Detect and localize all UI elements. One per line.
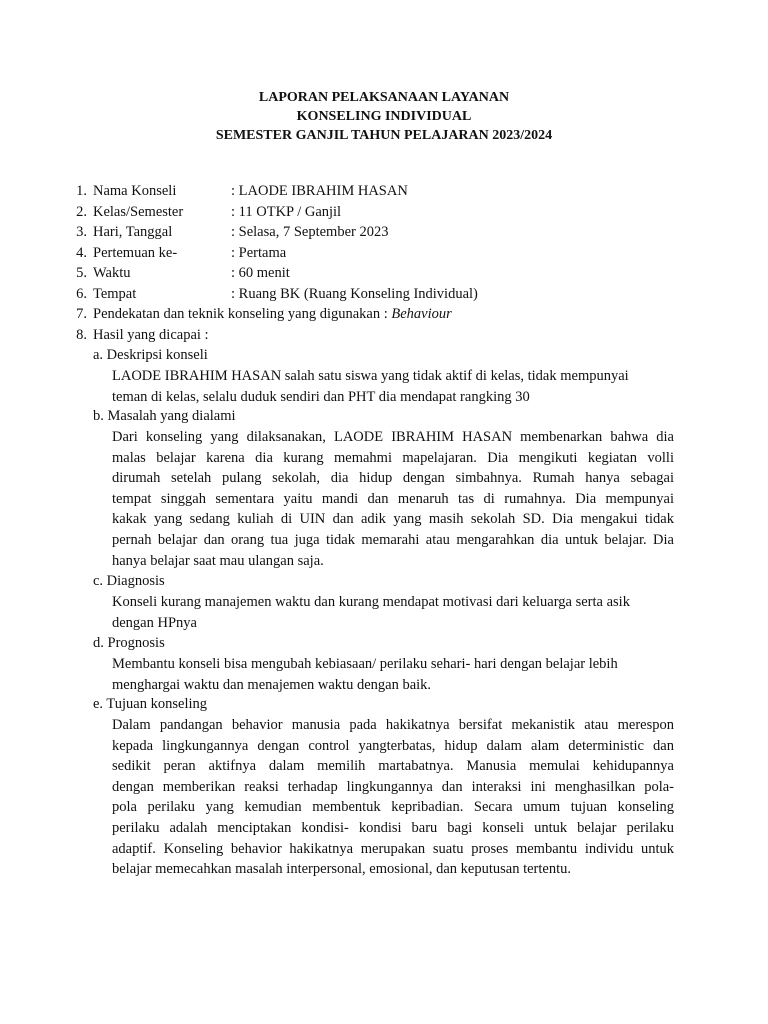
- paragraph-line: tempat singgah sementara yaitu mandi dan menaruh tas di rumahnya. Dia mempunyai: [112, 490, 674, 507]
- approach-name: Behaviour: [391, 306, 452, 322]
- paragraph-line: menghargai waktu dan menajemen waktu dengan baik.: [112, 676, 432, 693]
- field-value: : Ruang BK (Ruang Konseling Individual): [231, 285, 478, 302]
- paragraph-line: Dalam pandangan behavior manusia pada hakikatnya bersifat mekanistik atau merespon: [112, 717, 674, 733]
- field-kelas-semester: [0, 202, 768, 223]
- section-body-tujuan: [112, 715, 674, 880]
- section-body-diagnosis: [112, 592, 674, 633]
- field-pertemuan: [0, 243, 768, 264]
- section-heading-deskripsi: a. Deskripsi konseli: [93, 347, 208, 363]
- title-line-3: SEMESTER GANJIL TAHUN PELAJARAN 2023/2024: [215, 128, 553, 143]
- paragraph-line: hanya belajar saat mau ulangan saja.: [112, 552, 324, 569]
- paragraph-line: Dari konseling yang dilaksanakan, LAODE IBRAHIM HASAN membenarkan bahwa dia: [112, 429, 674, 445]
- report-title: [0, 88, 768, 145]
- field-label: Tempat: [93, 285, 137, 302]
- item-pendekatan: [0, 304, 768, 325]
- section-heading-diagnosis: c. Diagnosis: [93, 573, 165, 589]
- field-label: Pertemuan ke-: [93, 244, 178, 261]
- item-hasil-text: Hasil yang dicapai :: [93, 326, 209, 343]
- field-nama-konseli: [0, 181, 768, 202]
- field-label: Nama Konseli: [93, 183, 177, 199]
- paragraph-line: pernah belajar dan orang tua juga tidak memarahi atau mengarahkan dia untuk belajar. Dia: [112, 531, 674, 548]
- report-list: [0, 181, 768, 345]
- list-number: 5.: [76, 265, 87, 281]
- field-value: : 60 menit: [231, 265, 290, 281]
- paragraph-line: teman di kelas, selalu duduk sendiri dan PHT dia mendapat rangking 30: [112, 388, 530, 405]
- paragraph-line: pola perilaku yang kemudian membentuk kepribadian. Secara umum tujuan konseling: [112, 799, 674, 816]
- list-number: 4.: [76, 244, 87, 261]
- field-hari-tanggal: [0, 222, 768, 243]
- field-label: Kelas/Semester: [93, 203, 184, 220]
- paragraph-line: dirumah setelah pulang sekolah, dia hidup dengan simbahnya. Rumah hanya sebagai: [112, 470, 674, 487]
- title-line-1: LAPORAN PELAKSANAAN LAYANAN: [258, 90, 510, 105]
- list-number: 7.: [76, 306, 87, 322]
- section-heading-prognosis: d. Prognosis: [93, 635, 165, 651]
- field-waktu: [0, 263, 768, 284]
- section-body-prognosis: [112, 654, 674, 695]
- field-value: : Pertama: [231, 244, 287, 261]
- paragraph-line: adaptif. Konseling behavior hakikatnya merupakan suatu proses membantu individu untuk: [112, 840, 674, 857]
- field-tempat: [0, 284, 768, 305]
- paragraph-line: perilaku adalah menciptakan kondisi- kondisi baru bagi konseli untuk belajar perilaku: [112, 819, 674, 836]
- item-pendekatan-text: Pendekatan dan teknik konseling yang digunakan : Behaviour: [93, 306, 452, 322]
- section-heading-masalah: b. Masalah yang dialami: [93, 408, 236, 424]
- list-number: 1.: [76, 183, 87, 199]
- title-line-2: KONSELING INDIVIDUAL: [296, 109, 472, 124]
- list-number: 3.: [76, 224, 87, 240]
- paragraph-line: kepada lingkungannya dengan control yangterbatas, hidup dalam alam deterministic dan: [112, 737, 674, 754]
- paragraph-line: sedikit peran aktifnya dalam memilih martabatnya. Manusia memulai kehidupannya: [112, 758, 674, 775]
- paragraph-line: dengan memberikan reaksi terhadap lingkungannya dan interaksi ini menghasilkan pola-: [112, 778, 674, 795]
- paragraph-line: Membantu konseli bisa mengubah kebiasaan/ perilaku sehari- hari dengan belajar lebih: [112, 656, 618, 672]
- field-value: : Selasa, 7 September 2023: [231, 224, 389, 240]
- paragraph-line: belajar memecahkan masalah interpersonal, emosional, dan keputusan tertentu.: [112, 861, 571, 878]
- section-heading-tujuan: e. Tujuan konseling: [93, 696, 207, 712]
- item-hasil: [0, 325, 768, 346]
- paragraph-line: dengan HPnya: [112, 614, 197, 631]
- list-number: 8.: [76, 326, 87, 343]
- list-number: 2.: [76, 203, 87, 220]
- paragraph-line: Konseli kurang manajemen waktu dan kurang mendapat motivasi dari keluarga serta asik: [112, 594, 630, 610]
- section-body-deskripsi: [112, 366, 674, 407]
- field-label: Waktu: [93, 265, 131, 281]
- paragraph-line: kakak yang sedang kuliah di UIN dan adik yang masih sekolah SD. Dia mengakui tidak: [112, 511, 674, 528]
- field-label: Hari, Tanggal: [93, 224, 173, 240]
- field-value: : 11 OTKP / Ganjil: [231, 203, 342, 220]
- section-body-masalah: [112, 427, 674, 571]
- list-number: 6.: [76, 285, 87, 302]
- field-value: : LAODE IBRAHIM HASAN: [231, 183, 408, 199]
- paragraph-line: LAODE IBRAHIM HASAN salah satu siswa yang tidak aktif di kelas, tidak mempunyai: [112, 368, 629, 384]
- paragraph-line: malas belajar karena dia kurang memahmi mapelajaran. Dia mengikuti kegiatan volli: [112, 449, 674, 466]
